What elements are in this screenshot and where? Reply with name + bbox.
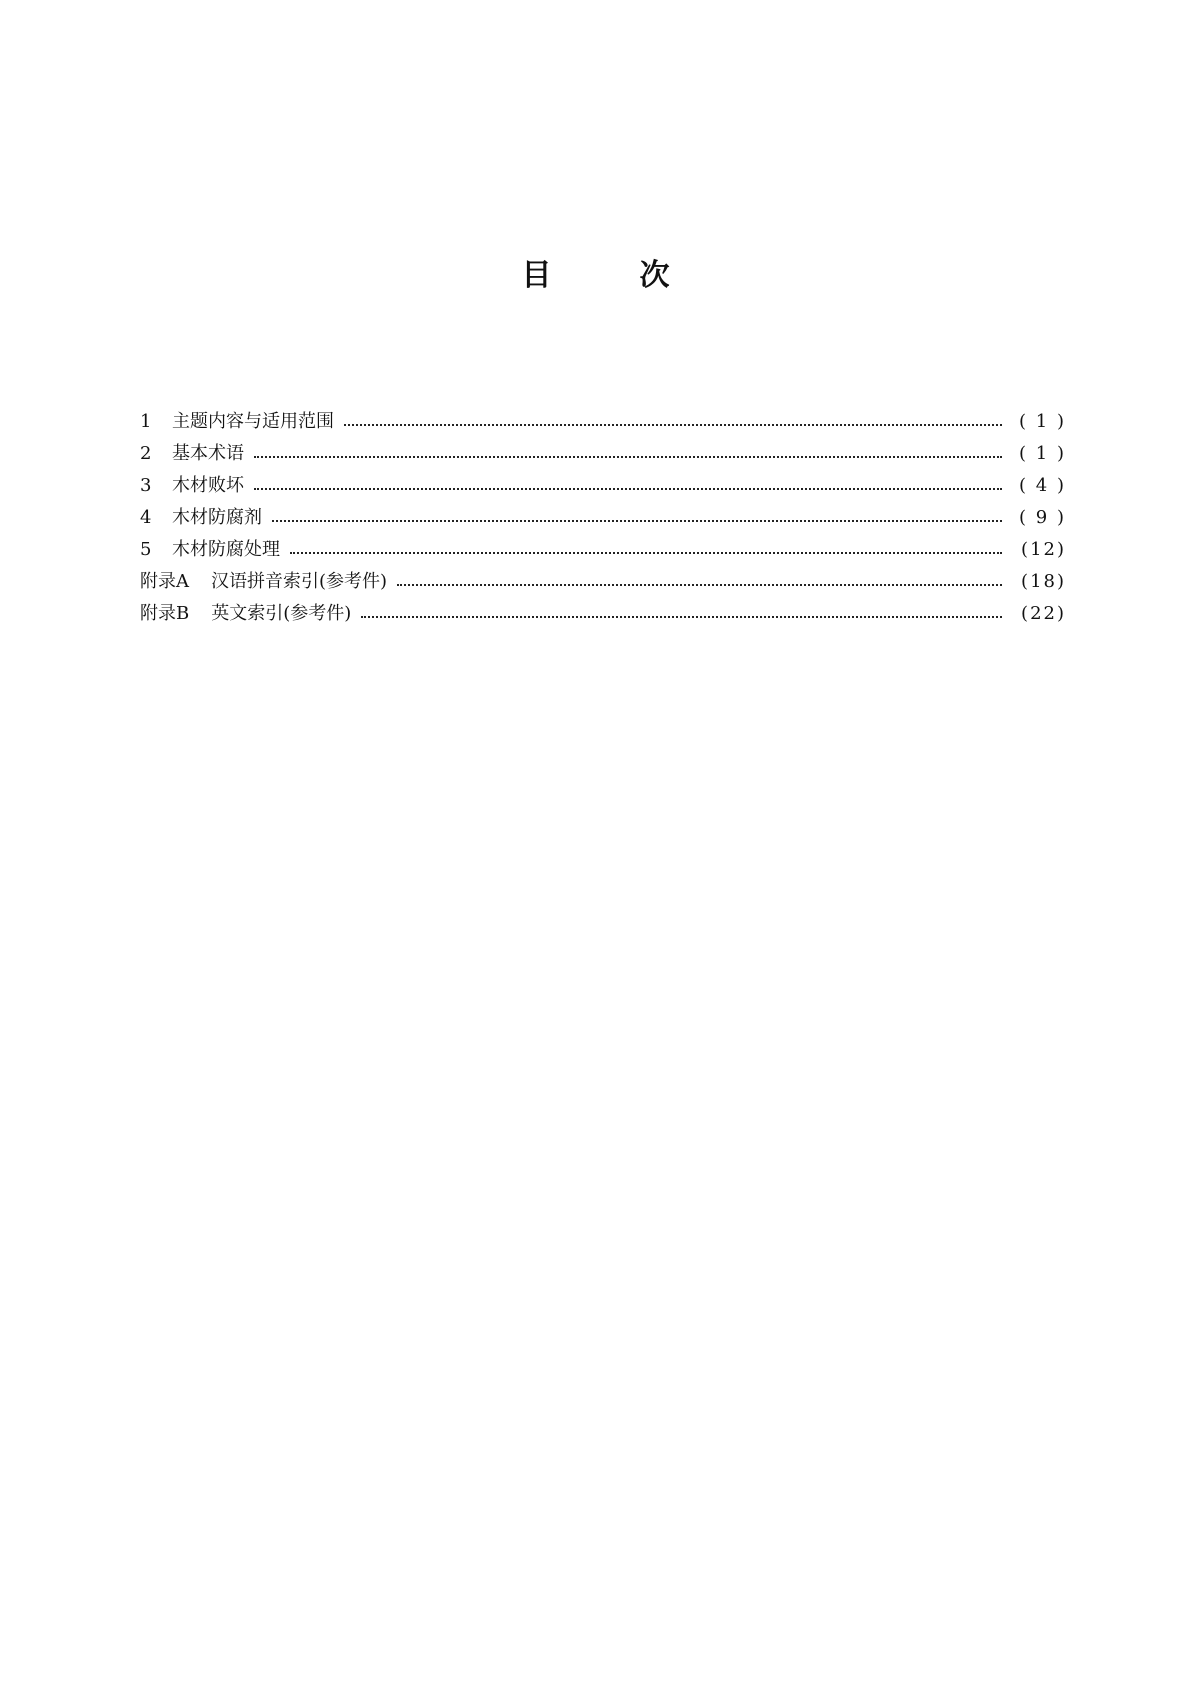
toc-entry-number: 附录A xyxy=(140,571,189,592)
toc-entry-number: 4 xyxy=(140,507,152,528)
toc-entry-number: 5 xyxy=(140,539,152,560)
toc-dot-leader xyxy=(254,488,1002,490)
toc-entry[interactable] xyxy=(140,598,1066,630)
title-char-1: 目 xyxy=(521,258,552,293)
toc-entry-number: 2 xyxy=(140,443,152,464)
toc-dot-leader xyxy=(344,424,1002,426)
toc-dot-leader xyxy=(361,616,1002,618)
toc-entry-label: 英文索引(参考件) xyxy=(211,603,352,624)
toc-entry-page: ( 4 ) xyxy=(1019,475,1066,496)
toc-entry[interactable] xyxy=(140,502,1066,534)
toc-entry-label: 汉语拼音索引(参考件) xyxy=(211,571,388,592)
toc-entry-label: 基本术语 xyxy=(172,443,244,464)
toc-entry-page: (22) xyxy=(1021,603,1066,624)
toc-dot-leader xyxy=(290,552,1002,554)
title-char-2: 次 xyxy=(639,258,670,293)
toc-entry[interactable] xyxy=(140,438,1066,470)
toc-dot-leader xyxy=(254,456,1002,458)
toc-entry-page: (18) xyxy=(1021,571,1066,592)
toc-dot-leader xyxy=(272,520,1002,522)
toc-entry-page: ( 9 ) xyxy=(1019,507,1066,528)
toc-entry-label: 木材败坏 xyxy=(172,475,244,496)
toc-dot-leader xyxy=(397,584,1002,586)
toc-entry-page: (12) xyxy=(1021,539,1066,560)
toc-entry[interactable] xyxy=(140,406,1066,438)
toc-entry-number: 附录B xyxy=(140,603,190,624)
table-of-contents xyxy=(140,406,1066,630)
toc-entry-label: 木材防腐剂 xyxy=(172,507,262,528)
toc-entry-number: 1 xyxy=(140,411,152,432)
toc-entry[interactable] xyxy=(140,566,1066,598)
toc-entry-page: ( 1 ) xyxy=(1019,411,1066,432)
toc-entry-page: ( 1 ) xyxy=(1019,443,1066,464)
page-title xyxy=(0,258,1191,294)
toc-entry-label: 主题内容与适用范围 xyxy=(172,411,334,432)
toc-entry-number: 3 xyxy=(140,475,152,496)
toc-entry[interactable] xyxy=(140,470,1066,502)
toc-entry-label: 木材防腐处理 xyxy=(172,539,280,560)
toc-entry[interactable] xyxy=(140,534,1066,566)
